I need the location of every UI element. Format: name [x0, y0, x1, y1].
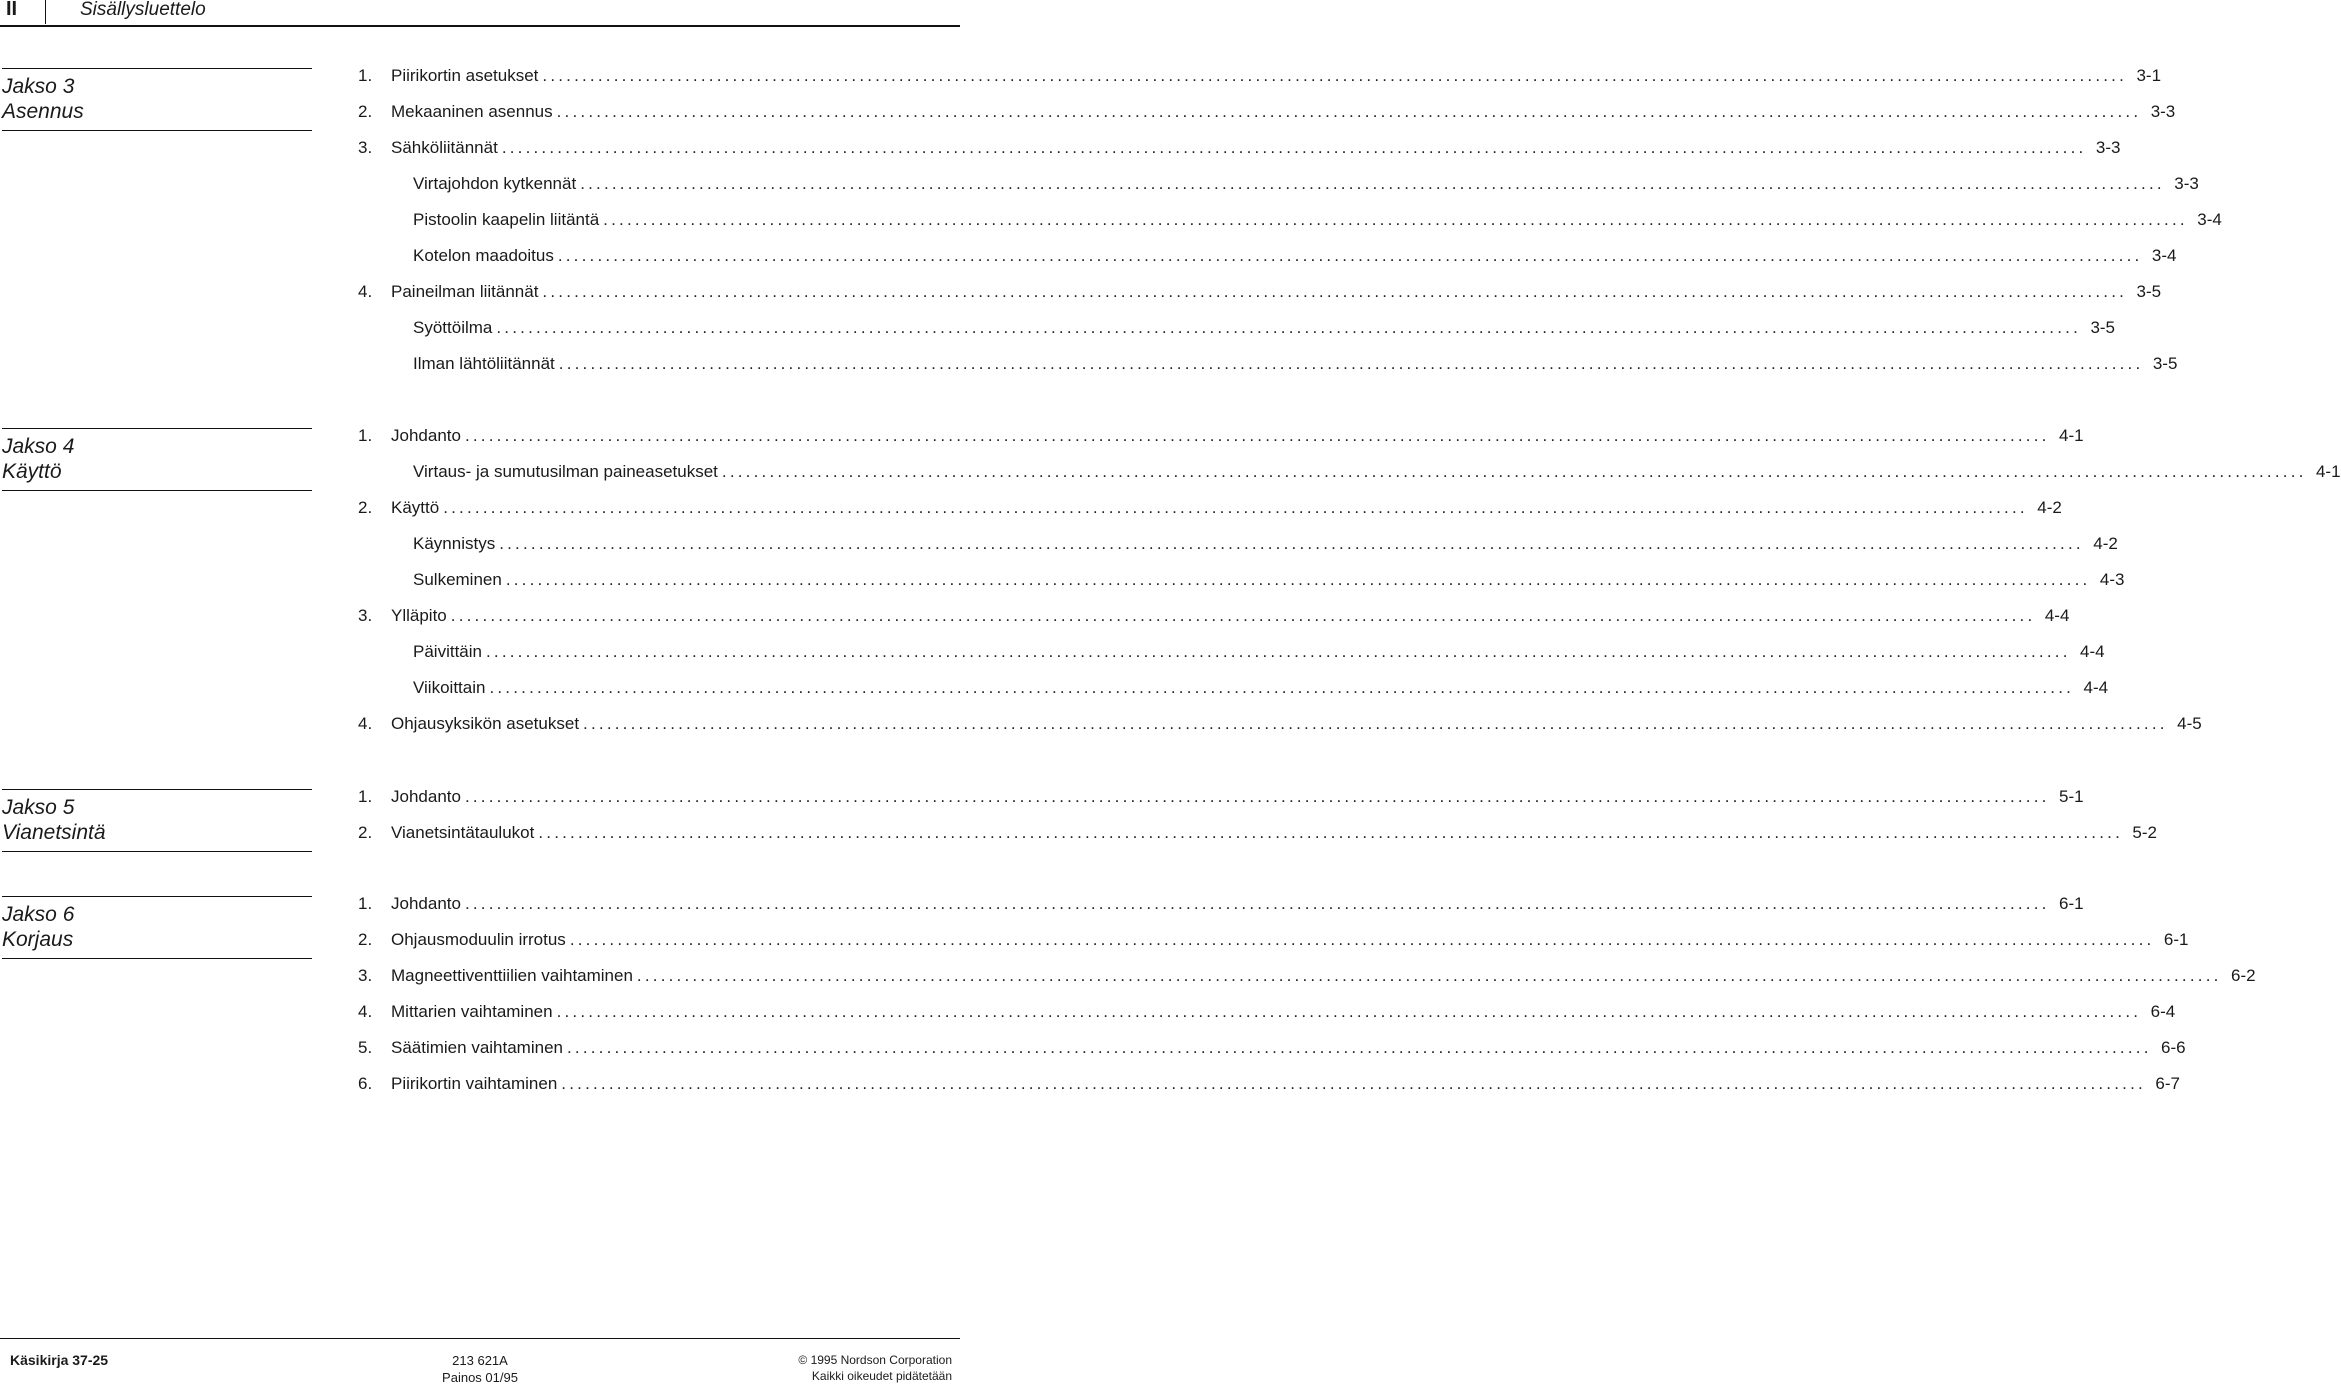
dot-leader: ........................................................................................................................................................................................................: [583, 714, 2168, 733]
entry-page: 4-1: [2059, 426, 2084, 445]
page-header: [0, 0, 960, 24]
toc-entry[interactable]: [358, 462, 2341, 498]
entry-page: 3-5: [2136, 282, 2162, 301]
toc-entry[interactable]: [358, 174, 2199, 210]
dot-leader: ........................................................................................................................................................................................................: [636, 966, 2222, 985]
dot-leader: ........................................................................................................................................................................................................: [542, 66, 2128, 85]
entry-number: 5.: [358, 1038, 373, 1057]
toc-entry[interactable]: [358, 823, 2157, 859]
entry-title: Mittarien vaihtaminen: [391, 1002, 553, 1021]
part-number: 213 621A: [452, 1353, 508, 1368]
toc-entry[interactable]: [358, 1038, 2186, 1074]
section-name: Käyttö: [2, 460, 62, 483]
entry-title: Paineilman liitännät: [391, 282, 539, 301]
entry-number: 4.: [358, 282, 373, 301]
entry-title: Ylläpito: [391, 606, 447, 625]
entry-number: 1.: [358, 894, 373, 913]
dot-leader: ........................................................................................................................................................................................................: [499, 534, 2084, 553]
toc-entry[interactable]: [358, 714, 2202, 750]
entry-number: 2.: [358, 498, 373, 517]
dot-leader: ........................................................................................................................................................................................................: [505, 570, 2091, 589]
entry-page: 4-4: [2083, 678, 2109, 697]
entry-number: 2.: [358, 823, 373, 842]
entry-title: Vianetsintätaulukot: [391, 823, 535, 842]
toc-entry[interactable]: [358, 1074, 2180, 1110]
entry-title: Piirikortin vaihtaminen: [391, 1074, 558, 1093]
toc-entry[interactable]: [358, 426, 2084, 462]
entry-title: Magneettiventtiilien vaihtaminen: [391, 966, 633, 985]
entry-number: 1.: [358, 787, 373, 806]
entry-title: Ohjausyksikön asetukset: [391, 714, 580, 733]
section-rule-bottom: [2, 490, 312, 491]
entry-number: 4.: [358, 1002, 373, 1021]
toc-entry[interactable]: [358, 1002, 2176, 1038]
entry-number: 4.: [358, 714, 373, 733]
entry-page: 4-5: [2177, 714, 2202, 733]
entry-title: Piirikortin asetukset: [391, 66, 539, 85]
section-number: Jakso 5: [2, 796, 75, 819]
section-title: [2, 897, 312, 952]
entry-title: Johdanto: [391, 894, 461, 913]
entry-title: Viikoittain: [413, 678, 486, 697]
entry-title: Ohjausmoduulin irrotus: [391, 930, 566, 949]
entry-title: Mekaaninen asennus: [391, 102, 553, 121]
entry-title: Kotelon maadoitus: [413, 246, 554, 265]
entry-page: 4-2: [2093, 534, 2118, 553]
entry-number: 2.: [358, 102, 373, 121]
entry-page: 4-4: [2044, 606, 2070, 625]
section-heading: [2, 789, 312, 852]
toc-entries: [358, 894, 2256, 1110]
entry-number: 3.: [358, 138, 373, 157]
dot-leader: ........................................................................................................................................................................................................: [580, 174, 2165, 193]
page-number: II: [6, 0, 18, 20]
dot-leader: ........................................................................................................................................................................................................: [561, 1074, 2146, 1093]
rights-line: Kaikki oikeudet pidätetään: [811, 1369, 952, 1383]
entry-page: 4-2: [2037, 498, 2062, 517]
toc-entry[interactable]: [358, 66, 2162, 102]
section-heading: [2, 428, 312, 491]
entry-page: 3-4: [2197, 210, 2222, 229]
entry-title: Ilman lähtöliitännät: [413, 354, 555, 373]
dot-leader: ........................................................................................................................................................................................................: [556, 102, 2142, 121]
entry-title: Syöttöilma: [413, 318, 493, 337]
entry-title: Pistoolin kaapelin liitäntä: [413, 210, 600, 229]
dot-leader: ........................................................................................................................................................................................................: [556, 1002, 2142, 1021]
entry-page: 4-4: [2080, 642, 2105, 661]
entry-number: 3.: [358, 966, 373, 985]
dot-leader: ........................................................................................................................................................................................................: [496, 318, 2082, 337]
toc-entries: [358, 426, 2341, 750]
entry-page: 6-4: [2150, 1002, 2176, 1021]
entry-page: 4-1: [2315, 462, 2341, 481]
entry-page: 6-2: [2230, 966, 2256, 985]
toc-entry[interactable]: [358, 210, 2222, 246]
copyright: [798, 1352, 952, 1384]
entry-page: 6-1: [2163, 930, 2189, 949]
section-number: Jakso 3: [2, 75, 75, 98]
dot-leader: ........................................................................................................................................................................................................: [542, 282, 2128, 301]
entry-page: 3-3: [2150, 102, 2176, 121]
dot-leader: ........................................................................................................................................................................................................: [558, 354, 2144, 373]
toc-entry[interactable]: [358, 498, 2062, 534]
entry-page: 6-7: [2155, 1074, 2180, 1093]
entry-title: Päivittäin: [413, 642, 482, 661]
section-rule-bottom: [2, 958, 312, 959]
section-name: Korjaus: [2, 928, 74, 951]
dot-leader: ........................................................................................................................................................................................................: [464, 787, 2050, 806]
entry-title: Virtajohdon kytkennät: [413, 174, 577, 193]
header-divider: [45, 0, 46, 24]
toc-entry[interactable]: [358, 534, 2118, 570]
section-number: Jakso 6: [2, 903, 75, 926]
toc-entry[interactable]: [358, 102, 2176, 138]
dot-leader: ........................................................................................................................................................................................................: [721, 462, 2307, 481]
entry-title: Käyttö: [391, 498, 440, 517]
toc-entry[interactable]: [358, 930, 2189, 966]
toc-entry[interactable]: [358, 787, 2084, 823]
section-rule-bottom: [2, 130, 312, 131]
dot-leader: ........................................................................................................................................................................................................: [557, 246, 2143, 265]
entry-number: 2.: [358, 930, 373, 949]
entry-page: 3-1: [2136, 66, 2162, 85]
entry-page: 6-6: [2161, 1038, 2186, 1057]
edition: Painos 01/95: [442, 1370, 518, 1385]
entry-title: Johdanto: [391, 787, 461, 806]
section-rule-bottom: [2, 851, 312, 852]
entry-page: 3-3: [2095, 138, 2121, 157]
toc-entries: [358, 66, 2222, 390]
section-name: Vianetsintä: [2, 821, 106, 844]
dot-leader: ........................................................................................................................................................................................................: [485, 642, 2071, 661]
toc-entry[interactable]: [358, 678, 2109, 714]
dot-leader: ........................................................................................................................................................................................................: [569, 930, 2155, 949]
dot-leader: ........................................................................................................................................................................................................: [538, 823, 2123, 842]
dot-leader: ........................................................................................................................................................................................................: [501, 138, 2087, 157]
toc-entry[interactable]: [358, 282, 2162, 318]
dot-leader: ........................................................................................................................................................................................................: [489, 678, 2075, 697]
entry-page: 3-4: [2151, 246, 2177, 265]
entry-title: Käynnistys: [413, 534, 496, 553]
entry-title: Virtaus- ja sumutusilman paineasetukset: [413, 462, 718, 481]
entry-page: 6-1: [2059, 894, 2084, 913]
entry-number: 1.: [358, 66, 373, 85]
toc-entry[interactable]: [358, 318, 2116, 354]
section-title: [2, 69, 312, 124]
toc-entry[interactable]: [358, 642, 2105, 678]
section-title: [2, 429, 312, 484]
toc-entry[interactable]: [358, 138, 2121, 174]
header-rule: [0, 25, 960, 27]
entry-title: Sulkeminen: [413, 570, 502, 589]
dot-leader: ........................................................................................................................................................................................................: [464, 426, 2050, 445]
dot-leader: ........................................................................................................................................................................................................: [464, 894, 2050, 913]
entry-number: 1.: [358, 426, 373, 445]
toc-entry[interactable]: [358, 606, 2070, 642]
entry-page: 5-1: [2059, 787, 2084, 806]
toc-entry[interactable]: [358, 246, 2177, 282]
entry-number: 6.: [358, 1074, 373, 1093]
entry-page: 3-5: [2090, 318, 2116, 337]
page-title: Sisällysluettelo: [80, 0, 206, 20]
dot-leader: ........................................................................................................................................................................................................: [443, 498, 2028, 517]
entry-page: 3-3: [2174, 174, 2199, 193]
dot-leader: ........................................................................................................................................................................................................: [566, 1038, 2152, 1057]
copyright-line: © 1995 Nordson Corporation: [798, 1353, 952, 1367]
toc-entries: [358, 787, 2157, 859]
manual-number: Käsikirja 37-25: [10, 1352, 109, 1368]
page-footer: [0, 1338, 960, 1383]
section-heading: [2, 896, 312, 959]
entry-page: 5-2: [2132, 823, 2157, 842]
toc-entry[interactable]: [358, 966, 2256, 1002]
toc-entry[interactable]: [358, 894, 2084, 930]
section-name: Asennus: [2, 100, 84, 123]
dot-leader: ........................................................................................................................................................................................................: [450, 606, 2036, 625]
section-number: Jakso 4: [2, 435, 75, 458]
entry-page: 3-5: [2152, 354, 2178, 373]
section-title: [2, 790, 312, 845]
entry-number: 3.: [358, 606, 373, 625]
entry-title: Johdanto: [391, 426, 461, 445]
dot-leader: ........................................................................................................................................................................................................: [603, 210, 2188, 229]
entry-page: 4-3: [2099, 570, 2125, 589]
toc-entry[interactable]: [358, 354, 2178, 390]
entry-title: Sähköliitännät: [391, 138, 498, 157]
footer-rule: [0, 1338, 960, 1339]
entry-title: Säätimien vaihtaminen: [391, 1038, 563, 1057]
toc-entry[interactable]: [358, 570, 2125, 606]
section-heading: [2, 68, 312, 131]
